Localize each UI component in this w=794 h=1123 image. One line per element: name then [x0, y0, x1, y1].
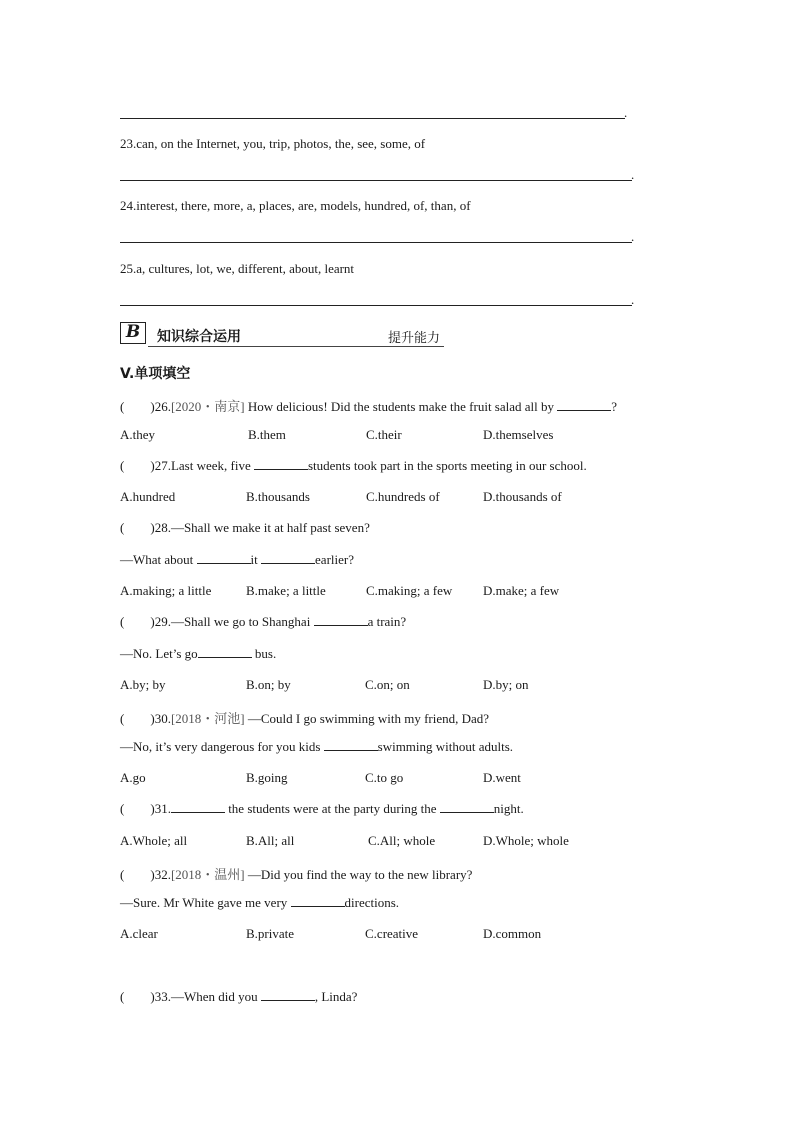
question-30: ( )30.[2018・河池] —Could I go swimming with my friend, Dad?: [120, 711, 490, 726]
part-title: V.单项填空: [120, 366, 191, 382]
answer-line[interactable]: [120, 305, 632, 306]
period-mark: .: [631, 167, 635, 182]
question-source: [2018・温州]: [170, 867, 245, 882]
section-subtitle: 提升能力: [388, 331, 441, 346]
fill-blank[interactable]: [440, 801, 494, 813]
rewrite-item-24: 24.interest, there, more, a, places, are, models, hundred, of, than, of: [120, 198, 471, 213]
option-b[interactable]: B.private: [246, 926, 295, 941]
question-26: ( )26.[2020・南京] How delicious! Did the students make the fruit salad all by ?: [120, 399, 618, 414]
question-29-reply: —No. Let’s go bus.: [120, 646, 277, 661]
section-title: 知识综合运用: [157, 329, 241, 345]
period-mark: .: [631, 229, 635, 244]
option-a[interactable]: A.go: [120, 770, 146, 785]
option-d[interactable]: D.make; a few: [483, 583, 560, 598]
question-29: ( )29.—Shall we go to Shanghai a train?: [120, 614, 407, 629]
option-d[interactable]: D.Whole; whole: [483, 833, 569, 848]
option-b[interactable]: B.make; a little: [246, 583, 326, 598]
rewrite-item-23: 23.can, on the Internet, you, trip, photos, the, see, some, of: [120, 136, 426, 151]
option-b[interactable]: B.on; by: [246, 677, 291, 692]
option-c[interactable]: C.their: [366, 427, 402, 442]
option-d[interactable]: D.themselves: [483, 427, 554, 442]
question-33: ( )33.—When did you , Linda?: [120, 989, 358, 1004]
question-28: ( )28.—Shall we make it at half past seven?: [120, 520, 370, 535]
question-source: [2020・南京]: [170, 399, 245, 414]
option-b[interactable]: B.All; all: [246, 833, 295, 848]
fill-blank[interactable]: [254, 458, 308, 470]
fill-blank[interactable]: [314, 614, 368, 626]
option-c[interactable]: C.All; whole: [368, 833, 436, 848]
fill-blank[interactable]: [261, 552, 315, 564]
option-b[interactable]: B.going: [246, 770, 288, 785]
question-32-reply: —Sure. Mr White gave me very directions.: [120, 895, 400, 910]
answer-line[interactable]: [120, 180, 632, 181]
option-d[interactable]: D.common: [483, 926, 542, 941]
section-divider: [148, 346, 444, 347]
option-c[interactable]: C.to go: [365, 770, 404, 785]
question-28-reply: —What about it earlier?: [120, 552, 354, 567]
answer-line[interactable]: [120, 118, 625, 119]
option-a[interactable]: A.clear: [120, 926, 158, 941]
option-d[interactable]: D.went: [483, 770, 521, 785]
option-a[interactable]: A.they: [120, 427, 156, 442]
period-mark: .: [631, 292, 635, 307]
answer-line[interactable]: [120, 242, 632, 243]
fill-blank[interactable]: [171, 801, 225, 813]
section-badge: B: [120, 322, 146, 344]
fill-blank[interactable]: [261, 989, 315, 1001]
fill-blank[interactable]: [324, 739, 378, 751]
fill-blank[interactable]: [197, 552, 251, 564]
option-c[interactable]: C.on; on: [365, 677, 410, 692]
option-b[interactable]: B.thousands: [246, 489, 310, 504]
fill-blank[interactable]: [198, 646, 252, 658]
question-32: ( )32.[2018・温州] —Did you find the way to the new library?: [120, 867, 473, 882]
option-a[interactable]: A.by; by: [120, 677, 166, 692]
option-c[interactable]: C.making; a few: [366, 583, 453, 598]
option-c[interactable]: C.hundreds of: [366, 489, 440, 504]
option-d[interactable]: D.by; on: [483, 677, 529, 692]
period-mark: .: [624, 105, 628, 120]
fill-blank[interactable]: [557, 399, 611, 411]
question-27: ( )27.Last week, five students took part in the sports meeting in our school.: [120, 458, 587, 473]
option-b[interactable]: B.them: [248, 427, 286, 442]
option-a[interactable]: A.hundred: [120, 489, 176, 504]
question-source: [2018・河池]: [170, 711, 245, 726]
option-a[interactable]: A.making; a little: [120, 583, 212, 598]
option-d[interactable]: D.thousands of: [483, 489, 562, 504]
question-30-reply: —No, it’s very dangerous for you kids swimming without adults.: [120, 739, 514, 754]
rewrite-item-25: 25.a, cultures, lot, we, different, about, learnt: [120, 261, 355, 276]
fill-blank[interactable]: [291, 895, 345, 907]
question-31: ( )31. the students were at the party during the night.: [120, 801, 524, 816]
option-c[interactable]: C.creative: [365, 926, 419, 941]
option-a[interactable]: A.Whole; all: [120, 833, 188, 848]
